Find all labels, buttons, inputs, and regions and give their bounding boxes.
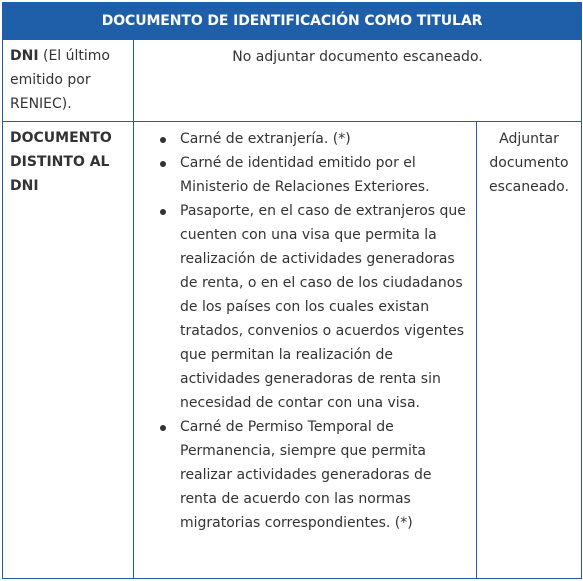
bullet-icon <box>160 425 166 431</box>
document-list-cell <box>134 122 477 579</box>
identification-document-table <box>2 2 582 579</box>
list-item-text: Carné de identidad emitido por el Ministerio de Relaciones Exteriores. <box>180 155 430 195</box>
table-header-row <box>3 3 582 40</box>
document-list <box>138 127 472 535</box>
bullet-icon <box>160 161 166 167</box>
table-row-other-document <box>3 122 582 579</box>
list-item-text: Pasaporte, en el caso de extranjeros que cuenten con una visa que permita la realización de actividades generadoras de renta, o en el caso de los ciudadanos de los países con los cuales existan tratados, convenios o acuerdos vigentes que permitan la realización de actividades generadoras de renta sin necesidad de contar con una visa. <box>180 203 466 411</box>
list-item <box>138 151 472 199</box>
table-row-dni <box>3 40 582 122</box>
table-title: DOCUMENTO DE IDENTIFICACIÓN COMO TITULAR <box>3 3 582 40</box>
row-label-detail: (El último emitido por RENIEC). <box>10 48 110 112</box>
bullet-icon <box>160 209 166 215</box>
row-label-bold: DOCUMENTO DISTINTO AL DNI <box>10 130 112 194</box>
list-item <box>138 415 472 535</box>
list-item <box>138 199 472 415</box>
attachment-instruction: Adjuntar documento escaneado. <box>477 122 582 579</box>
list-item <box>138 127 472 151</box>
row-content-dni: No adjuntar documento escaneado. <box>134 40 582 122</box>
row-label-dni <box>3 40 134 122</box>
list-item-text: Carné de extranjería. (*) <box>180 131 351 147</box>
bullet-icon <box>160 137 166 143</box>
row-label-bold: DNI <box>10 48 39 64</box>
row-label-other-document <box>3 122 134 579</box>
list-item-text: Carné de Permiso Temporal de Permanencia, siempre que permita realizar actividades generadoras de renta de acuerdo con las normas migratorias correspondientes. (*) <box>180 419 432 531</box>
